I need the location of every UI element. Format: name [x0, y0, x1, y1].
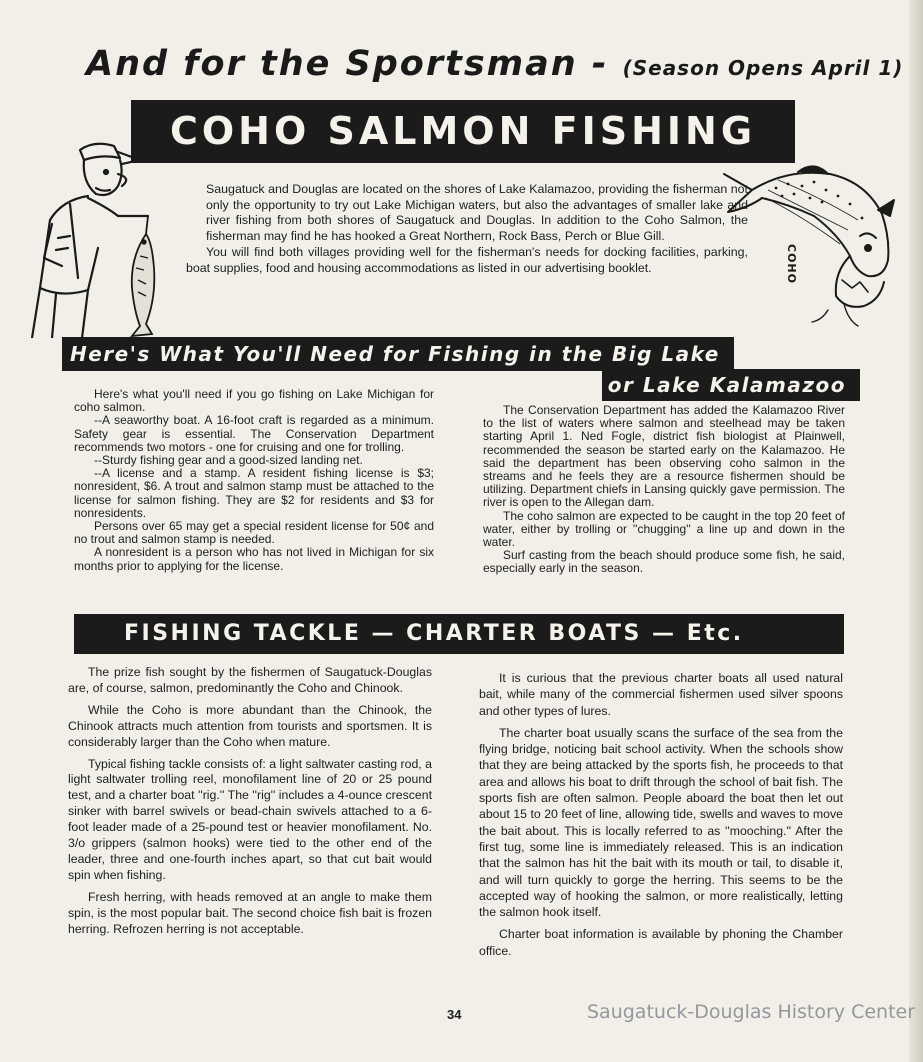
need-left-paragraph: A nonresident is a person who has not lived in Michigan for six months prior to applying for the license. — [74, 545, 434, 573]
tackle-left-paragraph: While the Coho is more abundant than the Chinook, the Chinook attracts much attention from tourists and sportsmen. It is considerably larger than the Coho when mature. — [68, 702, 432, 749]
tackle-left-paragraph: The prize fish sought by the fishermen of Saugatuck-Douglas are, of course, salmon, predominantly the Coho and Chinook. — [68, 665, 432, 695]
intro-paragraph: You will find both villages providing well for the fisherman's needs for docking facilities, parking, boat supplies, food and housing accommodations as listed in our advertising booklet. — [186, 244, 748, 275]
page-number: 34 — [447, 1007, 462, 1022]
fish-label: COHO — [785, 244, 798, 284]
need-right-paragraph: The coho salmon are expected to be caught in the top 20 feet of water, either by trolling or ''chugging'' a line up and down in the water. — [483, 508, 845, 550]
need-right-paragraph: Surf casting from the beach should produce some fish, he said, especially early in the season. — [483, 548, 845, 576]
intro-paragraph: Saugatuck and Douglas are located on the shores of Lake Kalamazoo, providing the fisherman not only the opportunity to try out Lake Michigan waters, but also the advantages of smaller lake and river fishing from both shores of Saugatuck and Douglas. In addition to the Coho Salmon, the fisherman may find he has hooked a Great Northern, Rock Bass, Perch or Blue Gill. — [206, 182, 748, 244]
need-left-paragraph: --A seaworthy boat. A 16-foot craft is regarded as a minimum. Safety gear is essential. The Conservation Department recommends two motors - one for cruising and one for trolling. — [74, 413, 434, 454]
tackle-right-paragraph: The charter boat usually scans the surface of the sea from the flying bridge, noticing bait school activity. When the schools show that they are being attacked by the sports fish, he proceeds to that area and allows his boat to drift through the school of bait fish. The sports fish are often salmon. People aboard the boat then let out about 15 to 20 feet of line, allowing tide, swells and waves to move the bait about. This is locally referred to as ''mooching.'' After the first tug, some line is immediately released. This is an indication that the salmon has hit the bait with its mouth or tail, to disable it, and will turn quickly to gorge the herring. This seems to be the accepted way of hooking the salmon, or more realistically, letting the salmon hook itself. — [479, 725, 843, 920]
tackle-right-column — [479, 670, 843, 965]
page-spine-shadow — [909, 0, 923, 1062]
banner-coho-salmon-fishing: COHO SALMON FISHING — [131, 100, 795, 163]
banner-what-you-need-line1: Here's What You'll Need for Fishing in the Big Lake — [62, 337, 734, 371]
tackle-left-paragraph: Fresh herring, with heads removed at an angle to make them spin, is the most popular bait. The second choice fish bait is frozen herring. Refrozen herring is not acceptable. — [68, 889, 432, 936]
need-right-column — [483, 404, 845, 576]
banner-what-you-need-line2: or Lake Kalamazoo — [602, 369, 860, 401]
need-left-paragraph: Here's what you'll need if you go fishing on Lake Michigan for coho salmon. — [74, 387, 434, 415]
archive-watermark: Saugatuck-Douglas History Center — [587, 1001, 916, 1023]
tackle-left-paragraph: Typical fishing tackle consists of: a light saltwater casting rod, a light saltwater trolling reel, monofilament line of 20 or 25 pound test, and a charter boat ''rig.'' The ''rig'' includes a 4-ounce crescent sinker with barrel swivels or bead-chain swivels attached to a 6-foot leader made of a 25-pound test or heavier monofilament. No. 3/o grippers (salmon hooks) were tied to the other end of the leader, three and one-fourth inches apart, so that cut bait would spin when fishing. — [68, 756, 432, 882]
tackle-right-paragraph: It is curious that the previous charter boats all used natural bait, while many of the commercial fishermen used silver spoons and other types of lures. — [479, 671, 843, 718]
fisherman-illustration — [22, 138, 172, 338]
banner-fishing-tackle: FISHING TACKLE — CHARTER BOATS — Etc. — [74, 614, 844, 654]
tackle-left-column — [68, 665, 432, 944]
headline-subtitle: (Season Opens April 1) — [622, 56, 904, 80]
page-headline — [86, 44, 904, 84]
headline-title: And for the Sportsman - — [86, 44, 609, 84]
need-left-column — [74, 388, 434, 573]
intro-text — [186, 182, 748, 276]
need-left-paragraph: Persons over 65 may get a special resident license for 50¢ and no trout and salmon stamp is needed. — [74, 519, 434, 547]
tackle-right-paragraph: Charter boat information is available by phoning the Chamber office. — [479, 927, 843, 958]
need-left-paragraph: --A license and a stamp. A resident fishing license is $3; nonresident, $6. A trout and salmon stamp must be attached to the license for salmon fishing. They are $2 for residents and $3 for nonresidents. — [74, 466, 434, 520]
need-right-paragraph: The Conservation Department has added the Kalamazoo River to the list of waters where salmon and steelhead may be taken starting April 1. Ned Fogle, district fish biologist at Plainwell, recommended the season be started early on the Kalamazoo. He said the department has been observing coho salmon in the streams and he feels they are a resource fishermen should be utilizing. Department chiefs in Lansing quickly gave permission. The river is open to the Allegan dam. — [483, 403, 845, 510]
need-left-paragraph: --Sturdy fishing gear and a good-sized landing net. — [94, 453, 363, 468]
